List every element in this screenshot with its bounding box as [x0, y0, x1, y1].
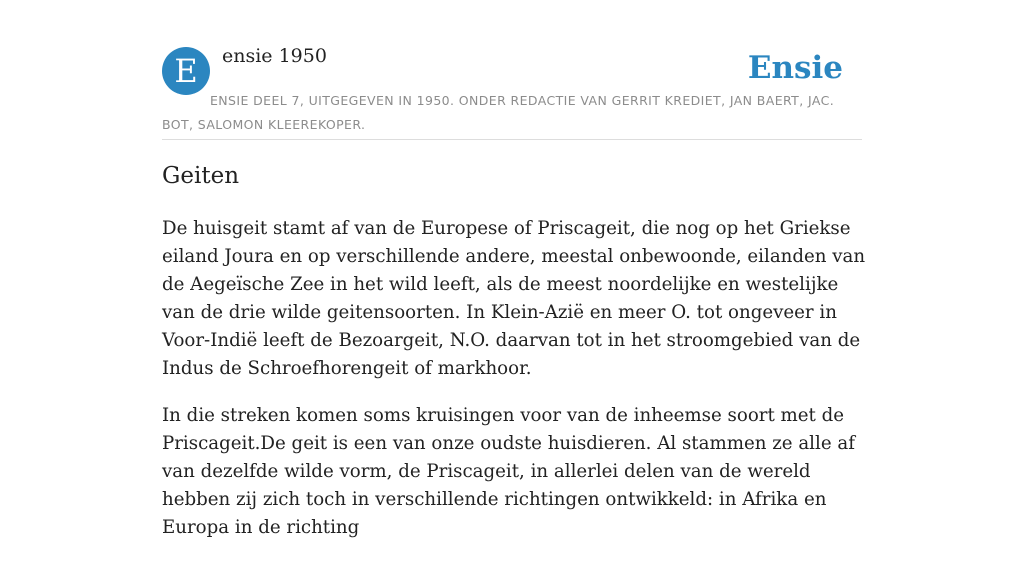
entry-title: Geiten — [162, 163, 240, 189]
entry-content — [162, 215, 867, 561]
source-title[interactable]: ensie 1950 — [222, 45, 327, 67]
ensie-logo-icon[interactable]: E — [162, 47, 210, 95]
brand-logo[interactable]: Ensie — [747, 50, 843, 86]
source-description: ENSIE DEEL 7, UITGEGEVEN IN 1950. ONDER REDACTIE VAN GERRIT KREDIET, JAN BAERT, JAC. BOT, SALOMON KLEEREKOPER. — [162, 93, 835, 132]
paragraph: De huisgeit stamt af van de Europese of Priscageit, die nog op het Griekse eiland Joura en op verschillende andere, meestal onbewoonde, eilanden van de Aegeïsche Zee in het wild leeft, als de meest noordelijke en westelijke van de drie wilde geitensoorten. In Klein-Azië en meer O. tot ongeveer in Voor-Indië leeft de Bezoargeit, N.O. daarvan tot in het stroomgebied van de Indus de Schroefhorengeit of markhoor. — [162, 218, 866, 379]
header-divider — [162, 139, 862, 140]
paragraph: In die streken komen soms kruisingen voor van de inheemse soort met de Priscageit.De geit is een van onze oudste huisdieren. Al stammen ze alle af van dezelfde wilde vorm, de Priscageit, in allerlei delen van de wereld hebben zij zich toch in verschillende richtingen ontwikkeld: in Afrika en Europa in de richting — [162, 405, 855, 538]
